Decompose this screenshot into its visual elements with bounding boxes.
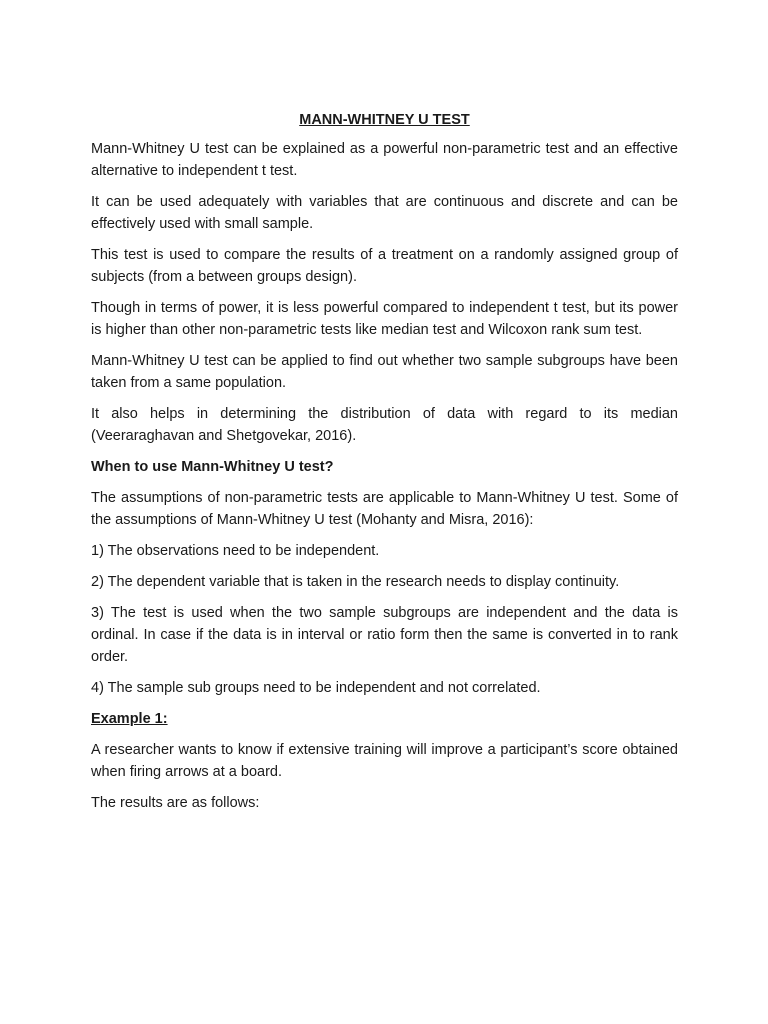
paragraph-purpose: This test is used to compare the results of a treatment on a randomly assigned group of subjects (from a between groups design). bbox=[91, 247, 678, 285]
paragraph-power: Though in terms of power, it is less powerful compared to independent t test, but its power is higher than other non-parametric tests like median test and Wilcoxon rank sum test. bbox=[91, 300, 678, 338]
assumption-item: 3) The test is used when the two sample subgroups are independent and the data is ordinal. In case if the data is in interval or ratio form then the same is converted in to rank order. bbox=[91, 605, 678, 665]
paragraph-population: Mann-Whitney U test can be applied to find out whether two sample subgroups have been taken from a same population. bbox=[91, 353, 678, 391]
paragraph-usage: It can be used adequately with variables that are continuous and discrete and can be effectively used with small sample. bbox=[91, 194, 678, 232]
assumptions-intro: The assumptions of non-parametric tests are applicable to Mann-Whitney U test. Some of the assumptions of Mann-Whitney U test (Mohanty and Misra, 2016): bbox=[91, 490, 678, 528]
assumption-item: 2) The dependent variable that is taken in the research needs to display continuity. bbox=[91, 574, 620, 590]
example-text: A researcher wants to know if extensive training will improve a participant’s score obtained when firing arrows at a board. bbox=[91, 742, 678, 780]
document-title: MANN-WHITNEY U TEST bbox=[299, 112, 470, 128]
example-heading: Example 1: bbox=[91, 711, 168, 727]
assumption-item: 1) The observations need to be independent. bbox=[91, 543, 380, 559]
when-to-use-heading: When to use Mann-Whitney U test? bbox=[91, 459, 334, 475]
paragraph-median: It also helps in determining the distribution of data with regard to its median (Veeraraghavan and Shetgovekar, 2016). bbox=[91, 406, 678, 444]
paragraph-definition: Mann-Whitney U test can be explained as a powerful non-parametric test and an effective alternative to independent t test. bbox=[91, 141, 678, 179]
results-text: The results are as follows: bbox=[91, 795, 260, 811]
document-page bbox=[91, 110, 678, 823]
assumption-item: 4) The sample sub groups need to be independent and not correlated. bbox=[91, 680, 541, 696]
